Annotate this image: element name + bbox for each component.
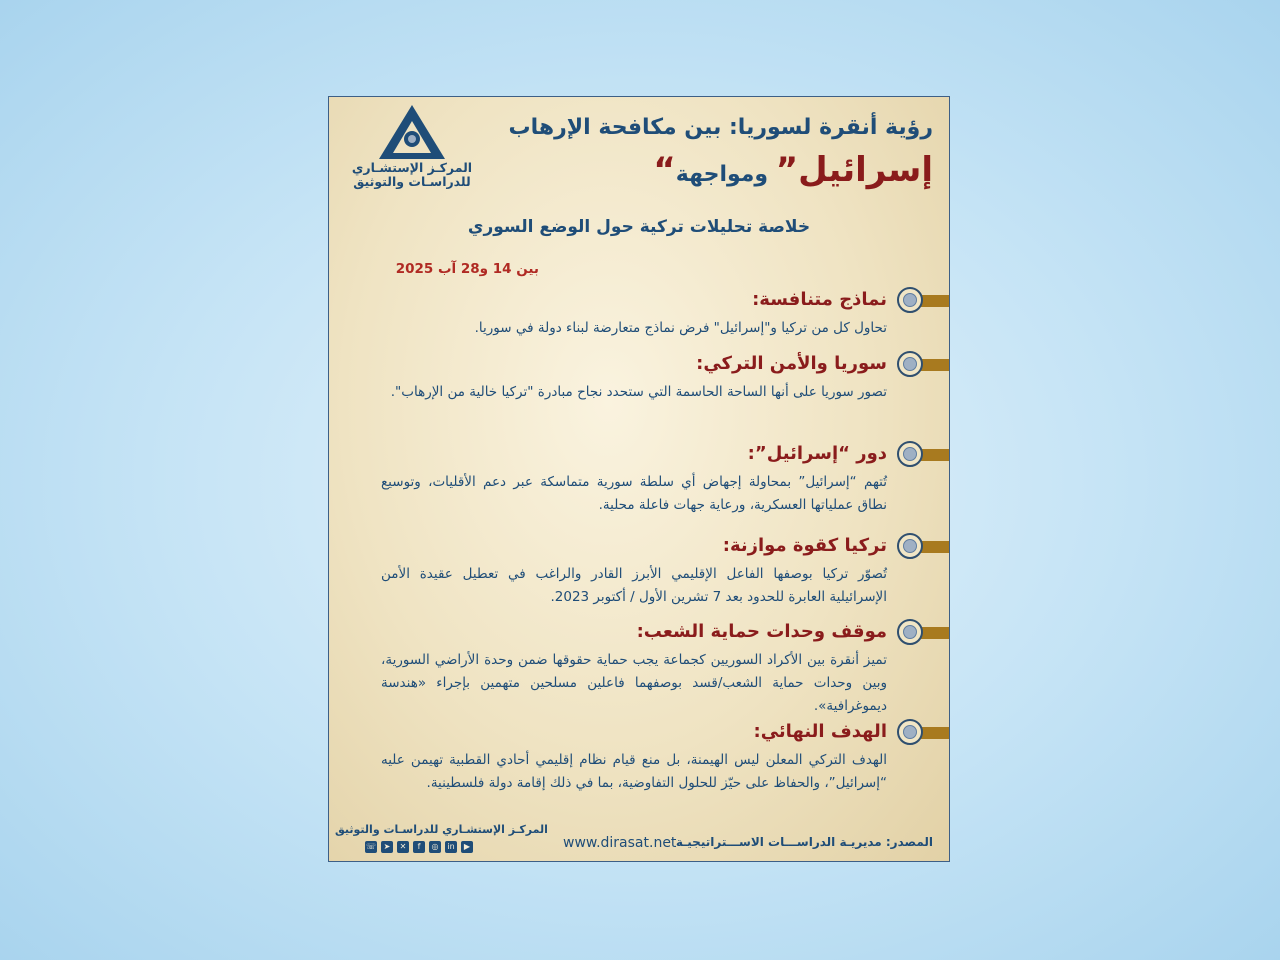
section-bullet-icon xyxy=(897,719,923,745)
title-line2-prefix: ومواجهة xyxy=(675,162,769,187)
section-bullet-icon xyxy=(897,533,923,559)
section-turkey-balancing-power xyxy=(381,531,950,605)
section-title: الهدف النهائي: xyxy=(753,721,887,742)
section-title: سوريا والأمن التركي: xyxy=(696,353,887,374)
section-title: نماذج متنافسة: xyxy=(752,289,887,310)
facebook-icon[interactable]: f xyxy=(413,841,425,853)
source-credit: المصدر: مديريـة الدراســـات الاســـتراتيجيـة xyxy=(675,835,933,849)
x-icon[interactable]: ✕ xyxy=(397,841,409,853)
title-line1: رؤية أنقرة لسوريا: بين مكافحة الإرهاب xyxy=(508,115,933,140)
section-body: تُصوّر تركيا بوصفها الفاعل الإقليمي الأبرز القادر والراغب في تعطيل عقيدة الأمن الإسرائيلية العابرة للحدود بعد 7 تشرين الأول / أكتوبر 2023. xyxy=(381,566,887,605)
section-bullet-icon xyxy=(897,287,923,313)
section-israel-role xyxy=(381,439,950,513)
section-competing-models xyxy=(381,285,950,336)
linkedin-icon[interactable]: in xyxy=(445,841,457,853)
section-title: تركيا كقوة موازنة: xyxy=(722,535,887,556)
section-bullet-icon xyxy=(897,351,923,377)
title-brand: “إسرائيل” xyxy=(653,150,933,190)
section-bullet-icon xyxy=(897,619,923,645)
section-body: تميز أنقرة بين الأكراد السوريين كجماعة يجب حماية حقوقها ضمن وحدة الأراضي السورية، وبين وحدات حماية الشعب/قسد بوصفهما فاعلين مسلحين متهمين بإجراء «هندسة ديموغرافية». xyxy=(381,652,887,714)
social-links xyxy=(365,841,473,855)
section-ypg-stance xyxy=(381,617,950,714)
date-range: بين 14 و28 آب 2025 xyxy=(395,261,539,277)
website-url[interactable]: www.dirasat.net xyxy=(563,835,677,851)
page-subtitle: خلاصة تحليلات تركية حول الوضع السوري xyxy=(467,217,811,237)
page-title xyxy=(493,107,933,196)
footer-org-name: المركـز الإستشـاري للدراسـات والتوثيق xyxy=(335,823,548,836)
telegram-icon[interactable]: ➤ xyxy=(381,841,393,853)
whatsapp-icon[interactable]: ☏ xyxy=(365,842,376,851)
section-title: موقف وحدات حماية الشعب: xyxy=(636,621,887,642)
section-syria-turkish-security xyxy=(381,349,950,400)
section-body: تصور سوريا على أنها الساحة الحاسمة التي ستحدد نجاح مبادرة "تركيا خالية من الإرهاب". xyxy=(390,384,887,400)
youtube-icon[interactable]: ▶ xyxy=(461,841,473,853)
infographic-poster xyxy=(328,96,950,862)
logo-text-line1: المركـز الإستشـاري xyxy=(351,160,473,175)
section-bullet-icon xyxy=(897,441,923,467)
section-body: الهدف التركي المعلن ليس الهيمنة، بل منع قيام نظام إقليمي أحادي القطبية تهيمن عليه “إسرائيل”، والحفاظ على حيّز للحلول التفاوضية، بما في ذلك إقامة دولة فلسطينية. xyxy=(381,752,887,791)
center-logo xyxy=(347,103,477,203)
logo-text-line2: للدراسـات والتوثيق xyxy=(353,174,471,189)
section-title: دور “إسرائيل”: xyxy=(747,443,887,464)
section-body: تحاول كل من تركيا و"إسرائيل" فرض نماذج متعارضة لبناء دولة في سوريا. xyxy=(474,320,887,336)
title-line2 xyxy=(493,149,933,196)
instagram-icon[interactable]: ◎ xyxy=(429,841,441,853)
logo-triangle-icon xyxy=(377,103,447,161)
section-final-goal xyxy=(381,717,950,791)
section-body: تُتهم “إسرائيل” بمحاولة إجهاض أي سلطة سورية متماسكة عبر دعم الأقليات، وتوسيع نطاق عملياتها العسكرية، ورعاية جهات فاعلة محلية. xyxy=(381,474,887,513)
